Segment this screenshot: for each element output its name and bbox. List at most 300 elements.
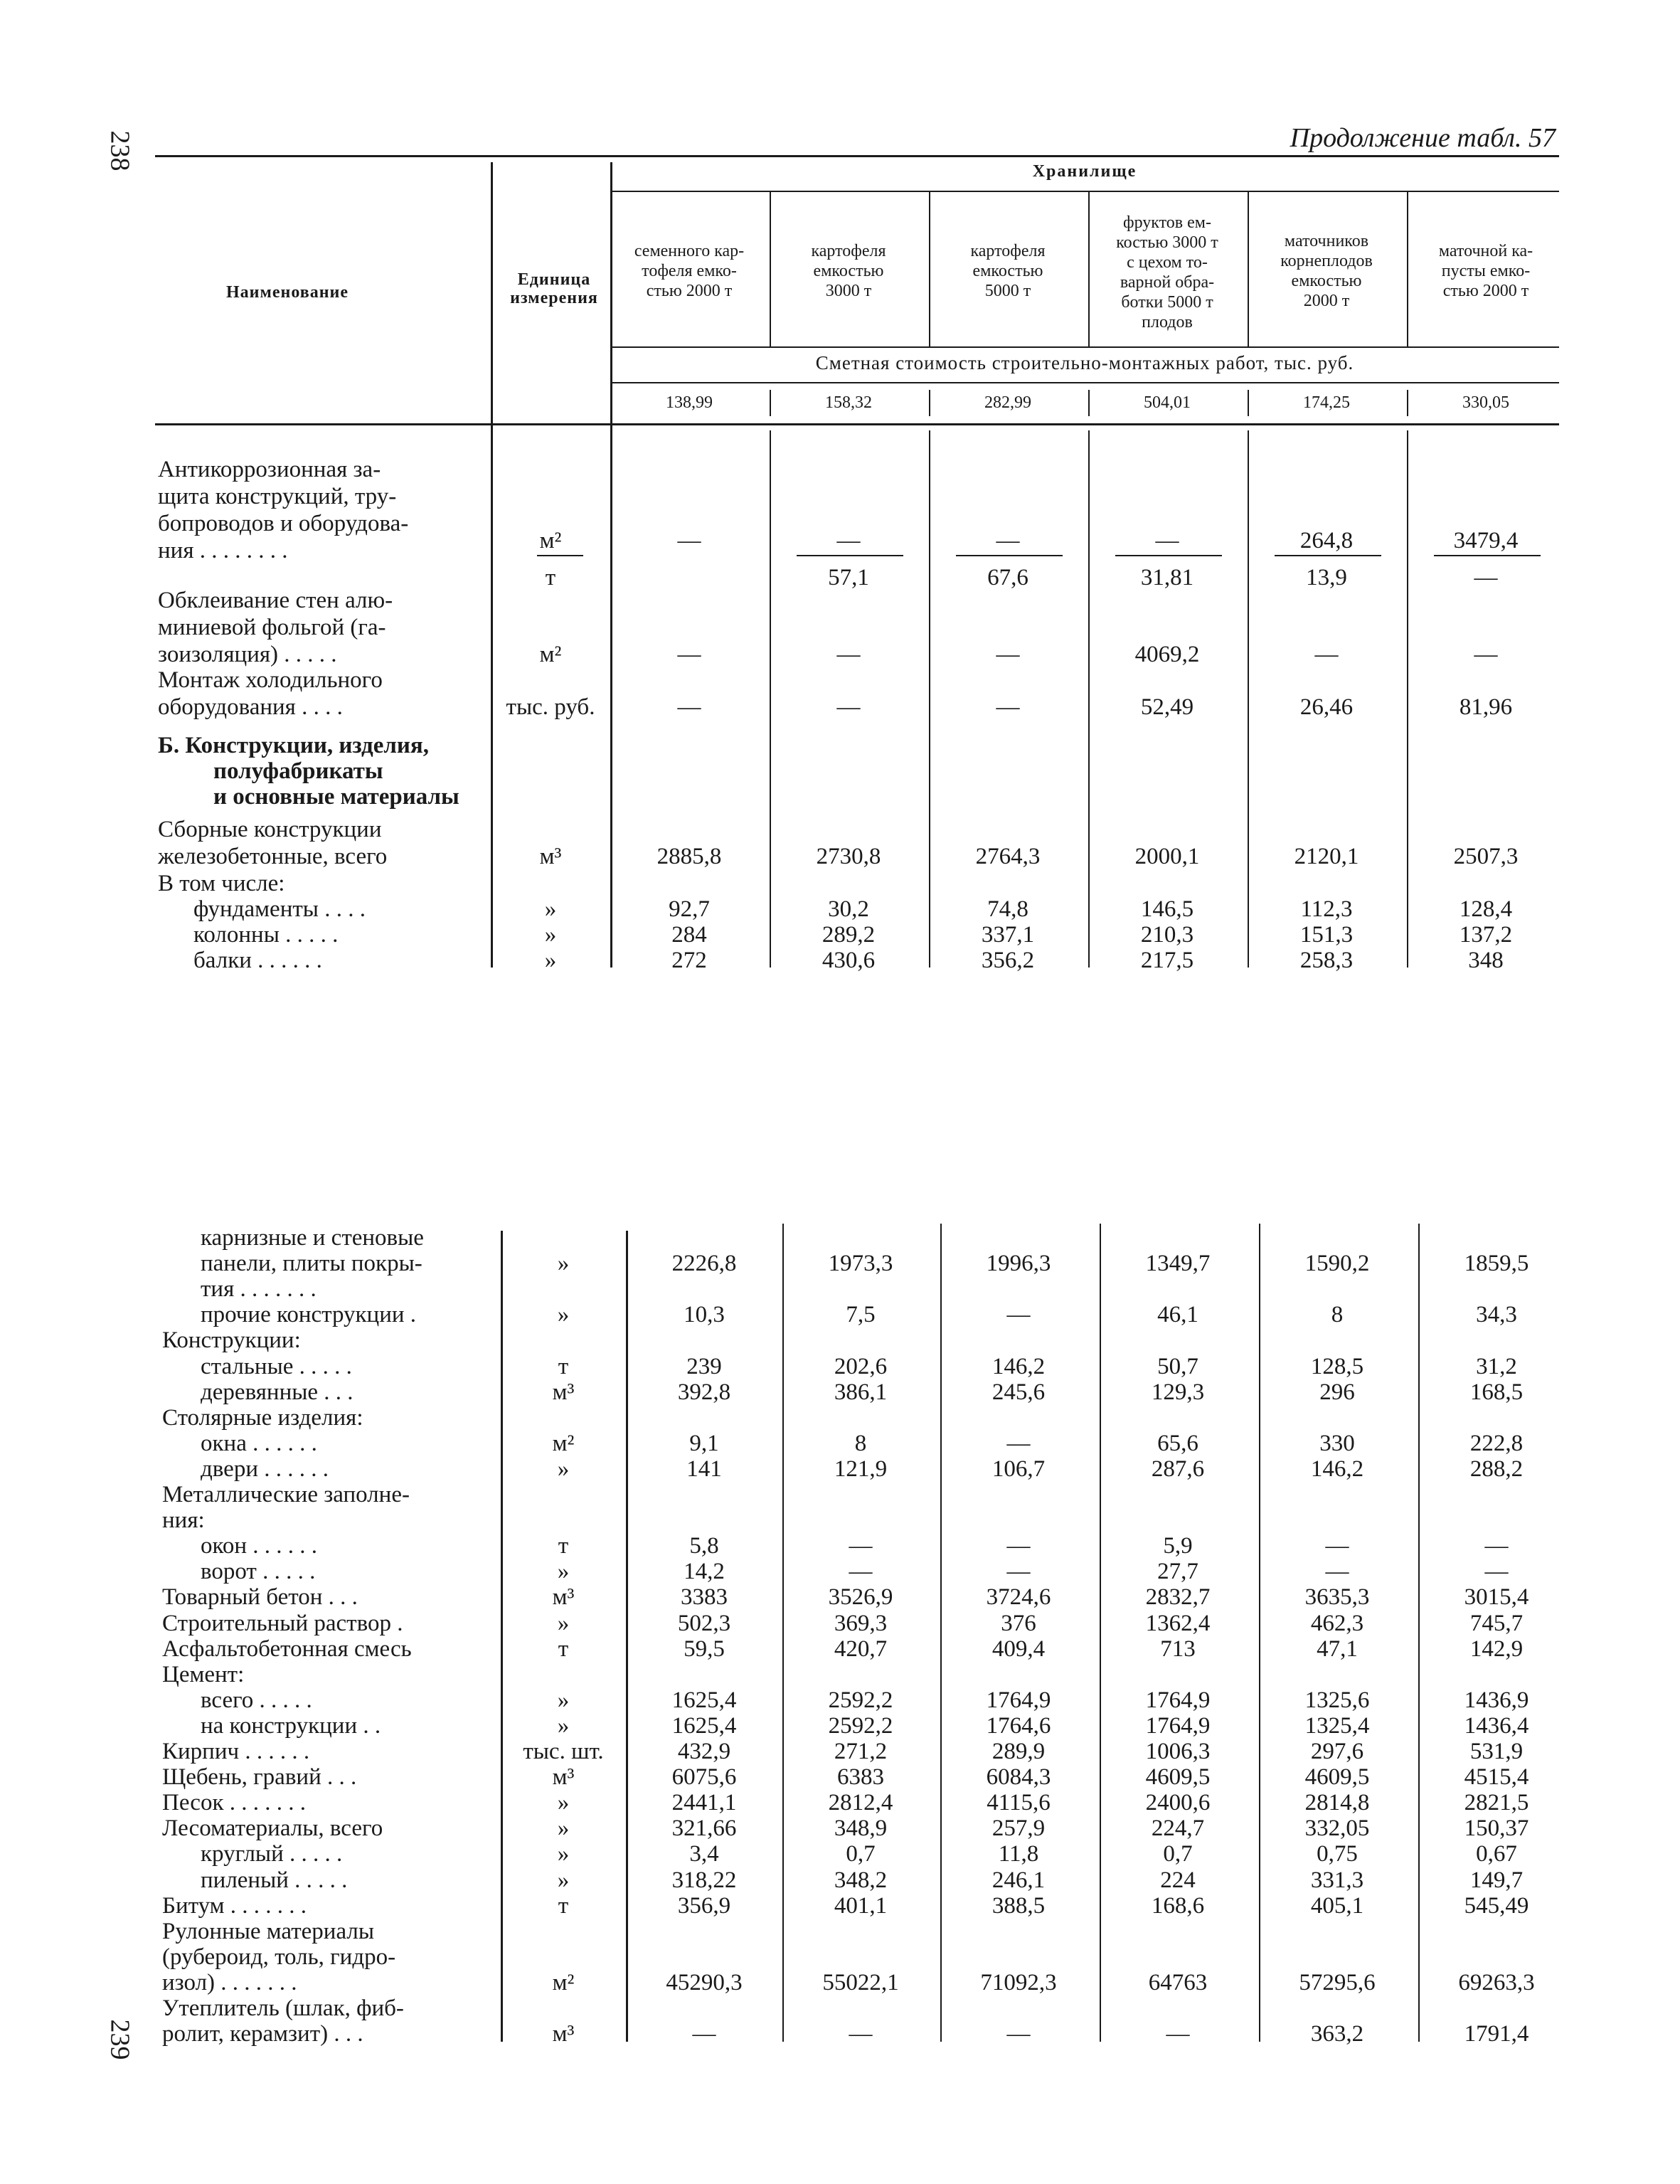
cell-value: 1625,4 <box>671 1713 737 1739</box>
cell-value: — <box>1325 1533 1349 1559</box>
cell-value: 420,7 <box>834 1636 888 1662</box>
cell-value: — <box>1474 642 1498 667</box>
cell-value: 5,9 <box>1163 1533 1193 1559</box>
cell-value: 401,1 <box>834 1893 888 1919</box>
header-column-6-line: стью 2000 т <box>1442 282 1529 300</box>
subheader-rule <box>610 346 1559 348</box>
cell-value: 2832,7 <box>1145 1584 1211 1610</box>
cell-value: 202,6 <box>834 1354 888 1379</box>
row-label: на конструкции . . <box>201 1713 381 1739</box>
cell-value: 121,9 <box>834 1456 888 1482</box>
header-column-5-line: емкостью <box>1291 272 1362 290</box>
row-label: Обклеивание стен алю- <box>158 588 393 613</box>
cell-value: 348,9 <box>834 1815 888 1841</box>
cell-value: 128,4 <box>1459 896 1513 922</box>
row-unit: » <box>557 1611 570 1636</box>
cell-value: 57295,6 <box>1299 1970 1376 1995</box>
cell-value: 67,6 <box>987 565 1028 590</box>
cell-value: — <box>849 1533 873 1559</box>
cell-value: 5,8 <box>689 1533 719 1559</box>
cell-value: 2730,8 <box>816 844 881 869</box>
cell-value: 0,67 <box>1476 1841 1517 1867</box>
header-cost-label: Сметная стоимость строительно-монтажных работ, тыс. руб. <box>815 352 1354 373</box>
row-unit: м³ <box>552 1764 575 1790</box>
cell-value: 297,6 <box>1310 1739 1364 1764</box>
header-column-4-line: фруктов ем- <box>1123 213 1211 232</box>
cell-value: 31,2 <box>1476 1354 1517 1379</box>
cell-value: — <box>836 528 861 553</box>
group-rule <box>610 191 1559 192</box>
cell-value: — <box>1484 1533 1509 1559</box>
cost-column-divider <box>1088 390 1090 416</box>
cell-value: 2764,3 <box>975 844 1041 869</box>
cell-value: 4069,2 <box>1134 642 1200 667</box>
header-column-divider <box>1407 191 1408 346</box>
header-column-divider <box>929 191 930 346</box>
cell-value: 356,2 <box>981 948 1035 973</box>
cell-value: 150,37 <box>1464 1815 1529 1841</box>
cell-value: — <box>836 694 861 720</box>
row-label: и основные материалы <box>213 784 459 810</box>
cell-value: 257,9 <box>991 1815 1046 1841</box>
cell-value: 331,3 <box>1310 1867 1364 1893</box>
cell-value: 330 <box>1319 1431 1355 1456</box>
cell-value: — <box>996 528 1020 553</box>
header-name: Наименование <box>226 283 349 302</box>
cell-value: — <box>1006 2021 1031 2047</box>
cell-value: 71092,3 <box>980 1970 1057 1995</box>
row-label: ролит, керамзит) . . . <box>162 2021 363 2047</box>
cell-value: 1764,9 <box>1145 1713 1211 1739</box>
cell-value: — <box>1314 642 1339 667</box>
header-cost-value: 504,01 <box>1144 393 1191 412</box>
cell-value: 369,3 <box>834 1611 888 1636</box>
cell-value: 1764,9 <box>1145 1687 1211 1713</box>
fraction-rule <box>1115 555 1222 556</box>
cell-value: 318,22 <box>671 1867 737 1893</box>
fraction-rule <box>797 555 903 556</box>
row-label: прочие конструкции . <box>201 1302 417 1327</box>
row-unit: м³ <box>539 844 562 869</box>
cell-value: 502,3 <box>677 1611 731 1636</box>
row-unit: » <box>557 1559 570 1584</box>
cell-value: 4609,5 <box>1304 1764 1370 1790</box>
cell-value: 4609,5 <box>1145 1764 1211 1790</box>
cell-value: 2592,2 <box>828 1713 893 1739</box>
header-column-3-line: картофеля <box>970 242 1046 260</box>
cell-value: 2120,1 <box>1294 844 1359 869</box>
cell-value: 27,7 <box>1157 1559 1198 1584</box>
cell-value: 2814,8 <box>1304 1790 1370 1815</box>
row-label: панели, плиты покры- <box>201 1251 422 1276</box>
row-label: Битум . . . . . . . <box>162 1893 307 1919</box>
cell-value: 376 <box>1001 1611 1036 1636</box>
cell-value: 30,2 <box>828 896 869 922</box>
cell-value: 57,1 <box>828 565 869 590</box>
cell-value: — <box>692 2021 716 2047</box>
row-unit: » <box>557 1841 570 1867</box>
cell-value: 7,5 <box>846 1302 876 1327</box>
row-label: Металлические заполне- <box>162 1482 410 1507</box>
row-label: Утеплитель (шлак, фиб- <box>162 1995 404 2021</box>
cell-value: 3,4 <box>689 1841 719 1867</box>
header-cost-value: 158,32 <box>825 393 872 412</box>
row-unit: » <box>544 922 557 948</box>
cell-value: 0,7 <box>1163 1841 1193 1867</box>
header-column-2-line: картофеля <box>811 242 886 260</box>
header-column-divider <box>1248 191 1249 346</box>
row-label: Песок . . . . . . . <box>162 1790 306 1815</box>
row-label: ворот . . . . . <box>201 1559 316 1584</box>
cell-value: — <box>1325 1559 1349 1584</box>
cell-value: 64763 <box>1148 1970 1208 1995</box>
cell-value: — <box>836 642 861 667</box>
cell-value: 1996,3 <box>986 1251 1051 1276</box>
cell-value: 52,49 <box>1140 694 1194 720</box>
row-unit: тыс. руб. <box>506 694 595 720</box>
cell-value: 168,6 <box>1151 1893 1205 1919</box>
cell-value: 1791,4 <box>1464 2021 1529 2047</box>
row-label: Строительный раствор . <box>162 1611 403 1636</box>
row-label: балки . . . . . . <box>193 948 322 973</box>
cell-value: 1325,4 <box>1304 1713 1370 1739</box>
cell-value: 34,3 <box>1476 1302 1517 1327</box>
page-number-bottom: 239 <box>105 2019 135 2060</box>
cell-value: 146,2 <box>991 1354 1046 1379</box>
cell-value: — <box>677 694 701 720</box>
row-label: окон . . . . . . <box>201 1533 318 1559</box>
row-unit: » <box>557 1713 570 1739</box>
cell-value: 146,2 <box>1310 1456 1364 1482</box>
cell-value: 264,8 <box>1299 528 1354 553</box>
row-label: оборудования . . . . <box>158 694 343 720</box>
cell-value: 4515,4 <box>1464 1764 1529 1790</box>
header-column-4-line: с цехом то- <box>1127 253 1208 272</box>
cell-value: 1973,3 <box>828 1251 893 1276</box>
cell-value: 1764,6 <box>986 1713 1051 1739</box>
continuation-title: Продолжение табл. 57 <box>1290 123 1556 153</box>
cell-value: — <box>1484 1559 1509 1584</box>
row-label: миниевой фольгой (га- <box>158 615 386 640</box>
row-unit: т <box>558 1354 569 1379</box>
row-unit: тыс. шт. <box>523 1739 604 1764</box>
header-cost-value: 138,99 <box>666 393 713 412</box>
cell-value: 430,6 <box>822 948 876 973</box>
header-cost-value: 330,05 <box>1462 393 1509 412</box>
header-column-6-line: маточной ка- <box>1438 242 1533 260</box>
cell-value: — <box>1006 1431 1031 1456</box>
cell-value: 332,05 <box>1304 1815 1370 1841</box>
row-label: ния: <box>162 1507 205 1533</box>
row-label: деревянные . . . <box>201 1379 353 1405</box>
cell-value: 26,46 <box>1299 694 1354 720</box>
row-unit: т <box>558 1636 569 1662</box>
cell-value: 2441,1 <box>671 1790 737 1815</box>
row-label: Столярные изделия: <box>162 1405 363 1431</box>
row-unit: т <box>558 1533 569 1559</box>
cell-value: 271,2 <box>834 1739 888 1764</box>
cell-value: 142,9 <box>1469 1636 1524 1662</box>
cell-value: 745,7 <box>1469 1611 1524 1636</box>
cell-value: 224,7 <box>1151 1815 1205 1841</box>
row-unit: » <box>557 1687 570 1713</box>
row-label: Рулонные материалы <box>162 1919 375 1944</box>
cell-value: 1764,9 <box>986 1687 1051 1713</box>
cell-value: 4115,6 <box>987 1790 1051 1815</box>
cost-column-divider <box>929 390 930 416</box>
cell-value: 272 <box>671 948 707 973</box>
cell-value: 149,7 <box>1469 1867 1524 1893</box>
cell-value: 81,96 <box>1459 694 1513 720</box>
cell-value: 2812,4 <box>828 1790 893 1815</box>
cell-value: 31,81 <box>1140 565 1194 590</box>
cell-value: 348,2 <box>834 1867 888 1893</box>
cell-value: 6383 <box>837 1764 884 1790</box>
cell-value: 1859,5 <box>1464 1251 1529 1276</box>
cell-value: 289,9 <box>991 1739 1046 1764</box>
header-column-4-line: ботки 5000 т <box>1121 293 1213 312</box>
row-unit: » <box>544 896 557 922</box>
page-number-top: 238 <box>105 130 135 171</box>
cell-value: 6075,6 <box>671 1764 737 1790</box>
header-unit-2: измерения <box>510 289 598 307</box>
cell-value: 3526,9 <box>828 1584 893 1610</box>
cell-value: 74,8 <box>987 896 1028 922</box>
cell-value: 0,75 <box>1317 1841 1358 1867</box>
header-group: Хранилище <box>1032 162 1137 181</box>
row-unit: » <box>557 1867 570 1893</box>
cell-value: 245,6 <box>991 1379 1046 1405</box>
row-label: карнизные и стеновые <box>201 1225 424 1251</box>
header-unit-1: Единица <box>517 270 591 289</box>
row-unit: м² <box>552 1970 575 1995</box>
row-unit: м³ <box>552 1584 575 1610</box>
cell-value: 284 <box>671 922 707 948</box>
row-label: зоизоляция) . . . . . <box>158 642 337 667</box>
cell-value: 258,3 <box>1299 948 1354 973</box>
header-bottom-rule <box>155 423 1559 425</box>
cell-value: 217,5 <box>1140 948 1194 973</box>
row-unit: » <box>557 1302 570 1327</box>
row-unit: » <box>557 1251 570 1276</box>
cell-value: 55022,1 <box>822 1970 899 1995</box>
row-label: Кирпич . . . . . . <box>162 1739 310 1764</box>
row-label: Б. Конструкции, изделия, <box>158 733 429 758</box>
cell-value: 1625,4 <box>671 1687 737 1713</box>
row-label: Сборные конструкции <box>158 817 382 842</box>
cell-value: — <box>996 694 1020 720</box>
cell-value: 1590,2 <box>1304 1251 1370 1276</box>
cell-value: 112,3 <box>1300 896 1353 922</box>
cell-value: 59,5 <box>684 1636 725 1662</box>
row-unit: т <box>558 1893 569 1919</box>
cell-value: — <box>1006 1533 1031 1559</box>
row-unit: » <box>544 948 557 973</box>
row-label: железобетонные, всего <box>158 844 388 869</box>
row-label: Антикоррозионная за- <box>158 457 381 482</box>
header-column-5-line: корнеплодов <box>1280 252 1373 270</box>
row-unit: м³ <box>552 1379 575 1405</box>
cell-value: 13,9 <box>1306 565 1347 590</box>
cell-value: 2821,5 <box>1464 1790 1529 1815</box>
cost-column-divider <box>770 390 771 416</box>
cell-value: — <box>849 1559 873 1584</box>
header-column-4-line: варной обра- <box>1120 273 1215 292</box>
row-label: пиленый . . . . . <box>201 1867 348 1893</box>
row-unit: т <box>545 565 556 590</box>
header-column-4-line: плодов <box>1142 313 1193 332</box>
cell-value: 69263,3 <box>1458 1970 1535 1995</box>
header-column-1-line: семенного кар- <box>634 242 745 260</box>
row-label: всего . . . . . <box>201 1687 312 1713</box>
cell-value: 224 <box>1160 1867 1196 1893</box>
cell-value: 50,7 <box>1157 1354 1198 1379</box>
row-unit: м³ <box>552 2021 575 2047</box>
row-label: стальные . . . . . <box>201 1354 352 1379</box>
cell-value: 288,2 <box>1469 1456 1524 1482</box>
row-label: (рубероид, толь, гидро- <box>162 1944 396 1970</box>
cell-value: 713 <box>1160 1636 1196 1662</box>
header-column-divider <box>770 191 771 346</box>
cell-value: 2885,8 <box>656 844 722 869</box>
cell-value: — <box>677 642 701 667</box>
cell-value: 168,5 <box>1469 1379 1524 1405</box>
header-column-2-line: емкостью <box>813 262 884 280</box>
cell-value: 363,2 <box>1310 2021 1364 2047</box>
cell-value: 137,2 <box>1459 922 1513 948</box>
row-label: Конструкции: <box>162 1327 301 1353</box>
cell-value: 356,9 <box>677 1893 731 1919</box>
cell-value: 392,8 <box>677 1379 731 1405</box>
cost-column-divider <box>1407 390 1408 416</box>
cell-value: 348 <box>1468 948 1504 973</box>
cell-value: 10,3 <box>684 1302 725 1327</box>
header-column-3-line: емкостью <box>972 262 1043 280</box>
header-column-4-line: костью 3000 т <box>1116 233 1218 252</box>
header-cost-value: 174,25 <box>1303 393 1350 412</box>
fraction-rule <box>537 555 583 556</box>
cell-value: 8 <box>854 1431 867 1456</box>
header-top-rule <box>155 155 1559 157</box>
cell-value: 462,3 <box>1310 1611 1364 1636</box>
row-unit: м² <box>539 528 562 553</box>
row-label: Лесоматериалы, всего <box>162 1815 383 1841</box>
row-label: ния . . . . . . . . <box>158 538 288 563</box>
cell-value: — <box>1155 528 1179 553</box>
cell-value: 1349,7 <box>1145 1251 1211 1276</box>
row-label: Щебень, гравий . . . <box>162 1764 357 1790</box>
cell-value: 2000,1 <box>1134 844 1200 869</box>
row-label: колонны . . . . . <box>193 922 339 948</box>
header-column-5-line: 2000 т <box>1303 292 1350 310</box>
row-label: круглый . . . . . <box>201 1841 343 1867</box>
row-label: двери . . . . . . <box>201 1456 329 1482</box>
row-unit: » <box>557 1790 570 1815</box>
cell-value: 388,5 <box>991 1893 1046 1919</box>
cell-value: 531,9 <box>1469 1739 1524 1764</box>
cell-value: — <box>1006 1302 1031 1327</box>
cell-value: 45290,3 <box>666 1970 743 1995</box>
cell-value: 9,1 <box>689 1431 719 1456</box>
cell-value: 3015,4 <box>1464 1584 1529 1610</box>
row-label: Асфальтобетонная смесь <box>162 1636 412 1662</box>
cell-value: — <box>677 528 701 553</box>
cell-value: 65,6 <box>1157 1431 1198 1456</box>
header-cost-value: 282,99 <box>984 393 1031 412</box>
cell-value: — <box>996 642 1020 667</box>
cell-value: 3635,3 <box>1304 1584 1370 1610</box>
cell-value: 2226,8 <box>671 1251 737 1276</box>
row-label: окна . . . . . . <box>201 1431 317 1456</box>
cell-value: 3724,6 <box>986 1584 1051 1610</box>
cell-value: 0,7 <box>846 1841 876 1867</box>
header-column-1-line: тофеля емко- <box>642 262 737 280</box>
cell-value: 3383 <box>681 1584 728 1610</box>
header-column-3-line: 5000 т <box>984 282 1031 300</box>
cell-value: 141 <box>686 1456 722 1482</box>
row-label: Цемент: <box>162 1662 245 1687</box>
cell-value: 6084,3 <box>986 1764 1051 1790</box>
cell-value: 106,7 <box>991 1456 1046 1482</box>
row-label: бопроводов и оборудова- <box>158 511 409 536</box>
header-column-5-line: маточников <box>1284 232 1369 250</box>
cell-value: 337,1 <box>981 922 1035 948</box>
fraction-rule <box>1275 555 1381 556</box>
cell-value: 128,5 <box>1310 1354 1364 1379</box>
cell-value: 210,3 <box>1140 922 1194 948</box>
cell-value: — <box>1474 565 1498 590</box>
row-label: Монтаж холодильного <box>158 667 383 693</box>
row-label: Товарный бетон . . . <box>162 1584 358 1610</box>
cost-column-divider <box>1248 390 1249 416</box>
cell-value: 151,3 <box>1299 922 1354 948</box>
cell-value: 1436,9 <box>1464 1687 1529 1713</box>
cell-value: 432,9 <box>677 1739 731 1764</box>
cell-value: 11,8 <box>998 1841 1039 1867</box>
cell-value: 239 <box>686 1354 722 1379</box>
row-label: В том числе: <box>158 871 285 896</box>
cell-value: 2507,3 <box>1453 844 1519 869</box>
cell-value: 92,7 <box>669 896 710 922</box>
cell-value: 289,2 <box>822 922 876 948</box>
row-label: полуфабрикаты <box>213 758 383 784</box>
cell-value: 1362,4 <box>1145 1611 1211 1636</box>
row-unit: » <box>557 1815 570 1841</box>
cell-value: 296 <box>1319 1379 1355 1405</box>
header-column-1-line: стью 2000 т <box>646 282 733 300</box>
cell-value: 2400,6 <box>1145 1790 1211 1815</box>
row-label: щита конструкций, тру- <box>158 484 397 509</box>
row-unit: м² <box>552 1431 575 1456</box>
row-label: изол) . . . . . . . <box>162 1970 297 1995</box>
cell-value: 405,1 <box>1310 1893 1364 1919</box>
cell-value: 129,3 <box>1151 1379 1205 1405</box>
cell-value: 2592,2 <box>828 1687 893 1713</box>
cell-value: 1006,3 <box>1145 1739 1211 1764</box>
cost-rule <box>610 382 1559 383</box>
cell-value: 14,2 <box>684 1559 725 1584</box>
header-column-6-line: пусты емко- <box>1441 262 1531 280</box>
row-label: тия . . . . . . . <box>201 1276 317 1302</box>
cell-value: 46,1 <box>1157 1302 1198 1327</box>
cell-value: 47,1 <box>1317 1636 1358 1662</box>
cell-value: 1325,6 <box>1304 1687 1370 1713</box>
header-column-divider <box>1088 191 1090 346</box>
row-unit: м² <box>539 642 562 667</box>
fraction-rule <box>956 555 1063 556</box>
row-label: фундаменты . . . . <box>193 896 366 922</box>
cell-value: 1436,4 <box>1464 1713 1529 1739</box>
